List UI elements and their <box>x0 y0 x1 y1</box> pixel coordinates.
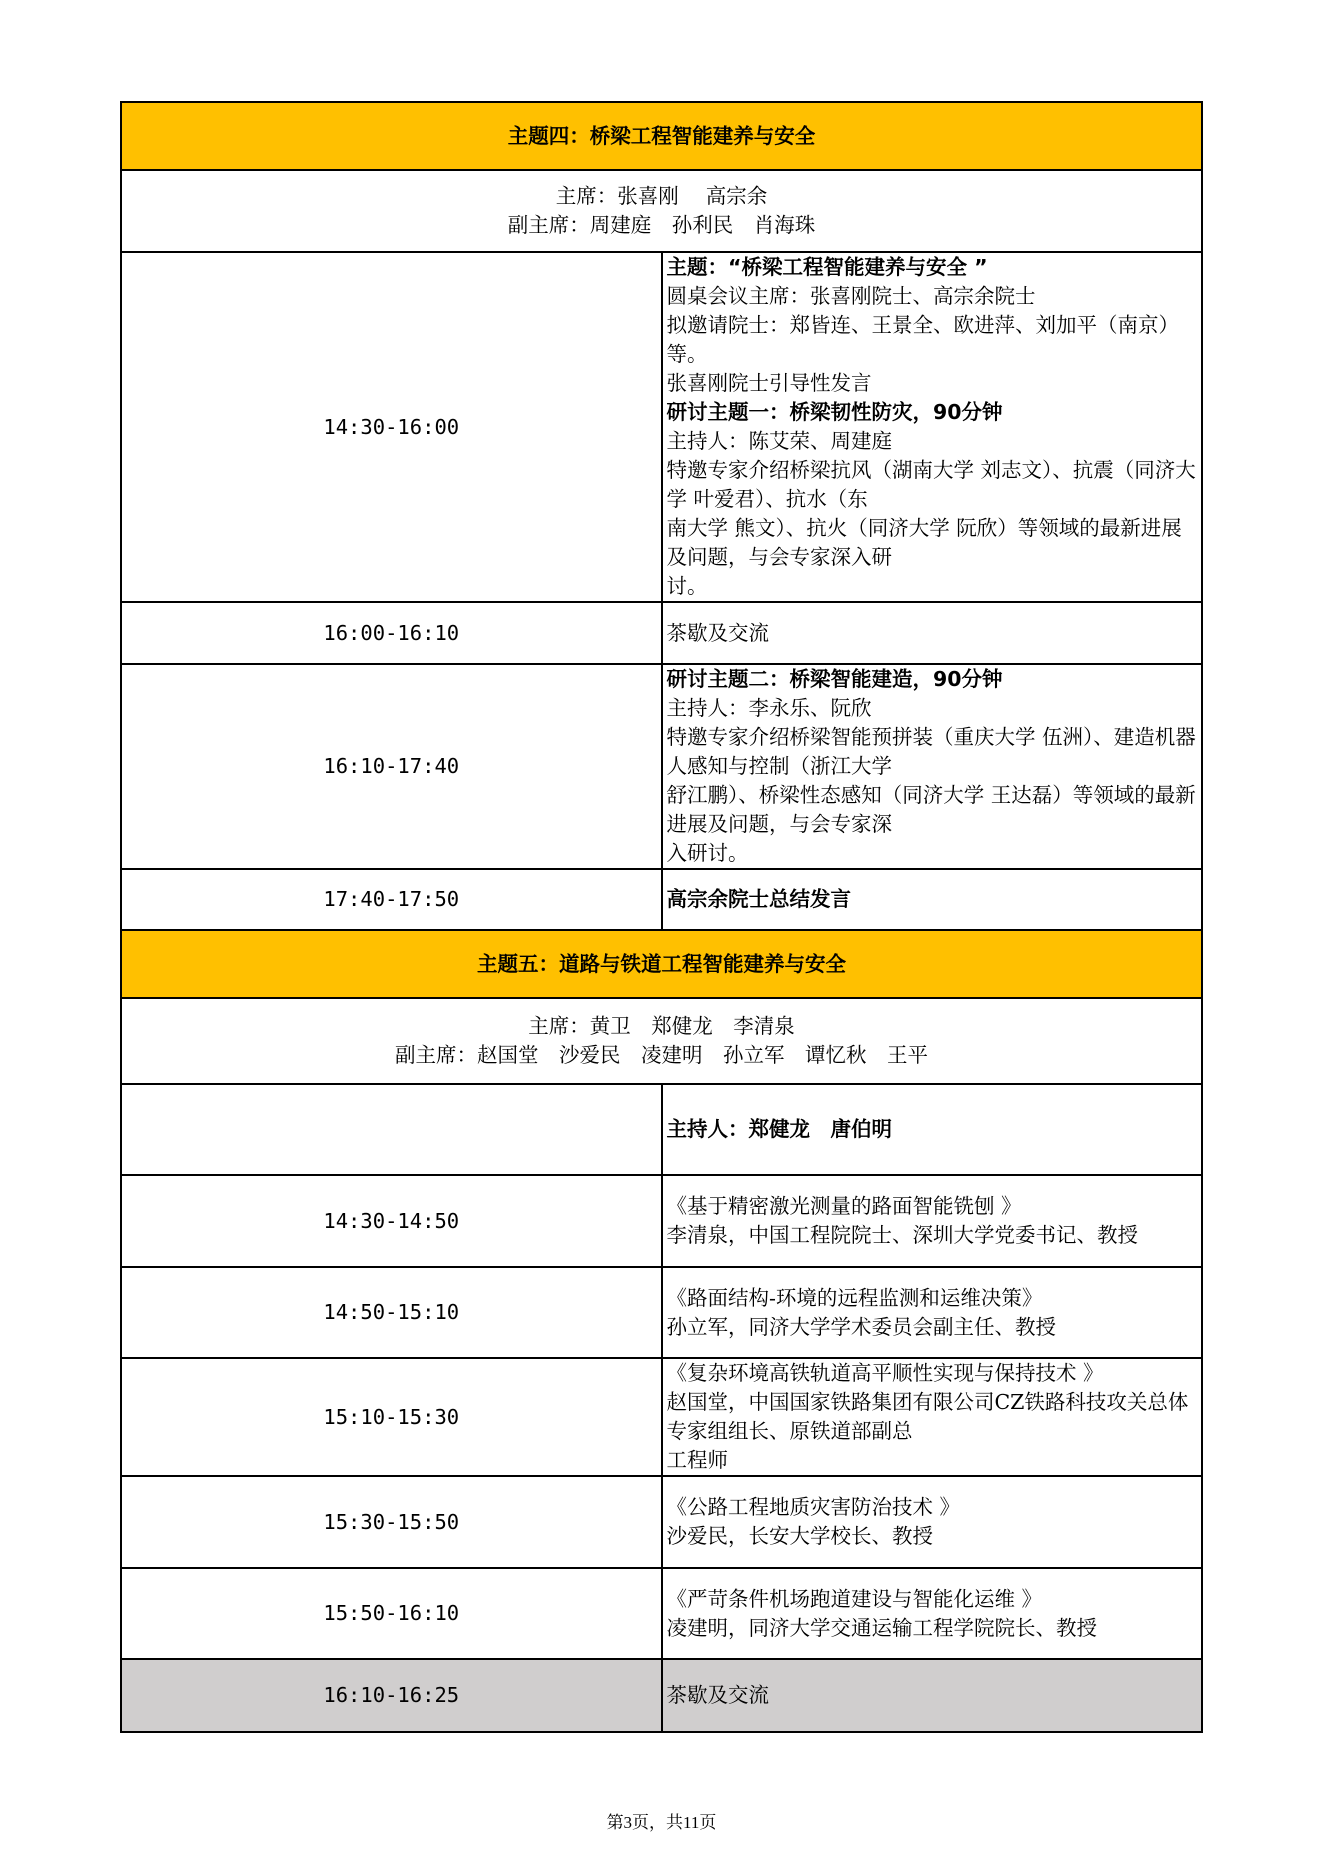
content-line: 《路面结构-环境的远程监测和运维决策》 <box>666 1285 1043 1310</box>
content-line: 研讨主题二：桥梁智能建造，90分钟 <box>666 667 1003 691</box>
time-slot: 15:10-15:30 <box>121 1358 662 1476</box>
content-line: 《严苛条件机场跑道建设与智能化运维 》 <box>666 1586 1043 1611</box>
time-slot: 17:40-17:50 <box>121 869 662 930</box>
content-line: 沙爱民，长安大学校长、教授 <box>666 1524 933 1548</box>
content-line: 特邀专家介绍桥梁抗风（湖南大学 刘志文）、抗震（同济大学 叶爱君）、抗水（东 <box>666 458 1196 511</box>
agenda-row <box>121 1267 1202 1358</box>
agenda-content <box>662 252 1203 602</box>
agenda-content <box>662 602 1203 664</box>
chairs-text: 主席：张喜刚 高宗余 <box>555 184 768 208</box>
content-line: 主持人：陈艾荣、周建庭 <box>666 429 892 453</box>
section-title: 主题五：道路与铁道工程智能建养与安全 <box>121 930 1202 998</box>
content-line: 孙立军，同济大学学术委员会副主任、教授 <box>666 1314 1056 1339</box>
content-line: 工程师 <box>666 1448 728 1472</box>
content-line: 主持人：李永乐、阮欣 <box>666 696 872 720</box>
content-line: 《公路工程地质灾害防治技术 》 <box>666 1495 961 1519</box>
content-line: 茶歇及交流 <box>666 1683 769 1707</box>
content-line: 赵国堂，中国国家铁路集团有限公司CZ铁路科技攻关总体专家组组长、原铁道部副总 <box>666 1390 1189 1443</box>
content-line: 拟邀请院士：郑皆连、王景全、欧进萍、刘加平（南京）等。 <box>666 313 1179 366</box>
content-line: 《复杂环境高铁轨道高平顺性实现与保持技术 》 <box>666 1361 1104 1385</box>
section-title: 主题四：桥梁工程智能建养与安全 <box>121 102 1202 170</box>
agenda-content <box>662 1476 1203 1568</box>
host-row <box>121 1084 1202 1175</box>
content-line: 高宗余院士总结发言 <box>666 887 851 911</box>
time-slot: 16:10-17:40 <box>121 664 662 869</box>
vice-chairs-text: 副主席：周建庭 孙利民 肖海珠 <box>507 213 816 237</box>
time-slot: 16:10-16:25 <box>121 1659 662 1732</box>
chairs-row <box>121 170 1202 252</box>
time-slot: 15:50-16:10 <box>121 1568 662 1659</box>
agenda-content <box>662 664 1203 869</box>
agenda-row <box>121 869 1202 930</box>
content-line: 舒江鹏）、桥梁性态感知（同济大学 王达磊）等领域的最新进展及问题，与会专家深 <box>666 783 1196 836</box>
break-row <box>121 1659 1202 1732</box>
content-line: 张喜刚院士引导性发言 <box>666 371 872 395</box>
time-slot: 14:50-15:10 <box>121 1267 662 1358</box>
time-slot: 15:30-15:50 <box>121 1476 662 1568</box>
agenda-row <box>121 252 1202 602</box>
vice-chairs-text: 副主席：赵国堂 沙爱民 凌建明 孙立军 谭忆秋 王平 <box>395 1043 928 1067</box>
content-line: 研讨主题一：桥梁韧性防灾，90分钟 <box>666 400 1003 424</box>
chairs-row <box>121 998 1202 1084</box>
section-header-theme4 <box>121 102 1202 170</box>
agenda-row <box>121 602 1202 664</box>
agenda-content <box>662 1568 1203 1659</box>
content-line: 南大学 熊文）、抗火（同济大学 阮欣）等领域的最新进展及问题，与会专家深入研 <box>666 516 1182 569</box>
agenda-row <box>121 1476 1202 1568</box>
page-footer: 第3页，共11页 <box>606 1813 717 1832</box>
agenda-content <box>662 1659 1203 1732</box>
content-line: 凌建明，同济大学交通运输工程学院院长、教授 <box>666 1615 1097 1640</box>
agenda-row <box>121 1358 1202 1476</box>
agenda-content <box>662 869 1203 930</box>
section-header-theme5 <box>121 930 1202 998</box>
agenda-content <box>662 1267 1203 1358</box>
content-line: 入研讨。 <box>666 841 749 865</box>
content-line: 《基于精密激光测量的路面智能铣刨 》 <box>666 1194 1022 1218</box>
agenda-row <box>121 1568 1202 1659</box>
content-line: 圆桌会议主席：张喜刚院士、高宗余院士 <box>666 284 1036 308</box>
time-slot: 16:00-16:10 <box>121 602 662 664</box>
content-line: 茶歇及交流 <box>666 620 769 645</box>
time-slot: 14:30-16:00 <box>121 252 662 602</box>
host-text: 主持人：郑健龙 唐伯明 <box>662 1084 1203 1175</box>
content-line: 李清泉，中国工程院院士、深圳大学党委书记、教授 <box>666 1223 1138 1247</box>
agenda-row <box>121 1175 1202 1267</box>
chairs-text: 主席：黄卫 郑健龙 李清泉 <box>528 1014 795 1038</box>
agenda-content <box>662 1358 1203 1476</box>
time-slot: 14:30-14:50 <box>121 1175 662 1267</box>
agenda-table <box>120 101 1203 1733</box>
content-line: 讨。 <box>666 574 708 598</box>
content-line: 特邀专家介绍桥梁智能预拼装（重庆大学 伍洲）、建造机器人感知与控制（浙江大学 <box>666 725 1196 778</box>
agenda-row <box>121 664 1202 869</box>
agenda-content <box>662 1175 1203 1267</box>
content-line: 主题：“桥梁工程智能建养与安全 ” <box>666 255 988 279</box>
